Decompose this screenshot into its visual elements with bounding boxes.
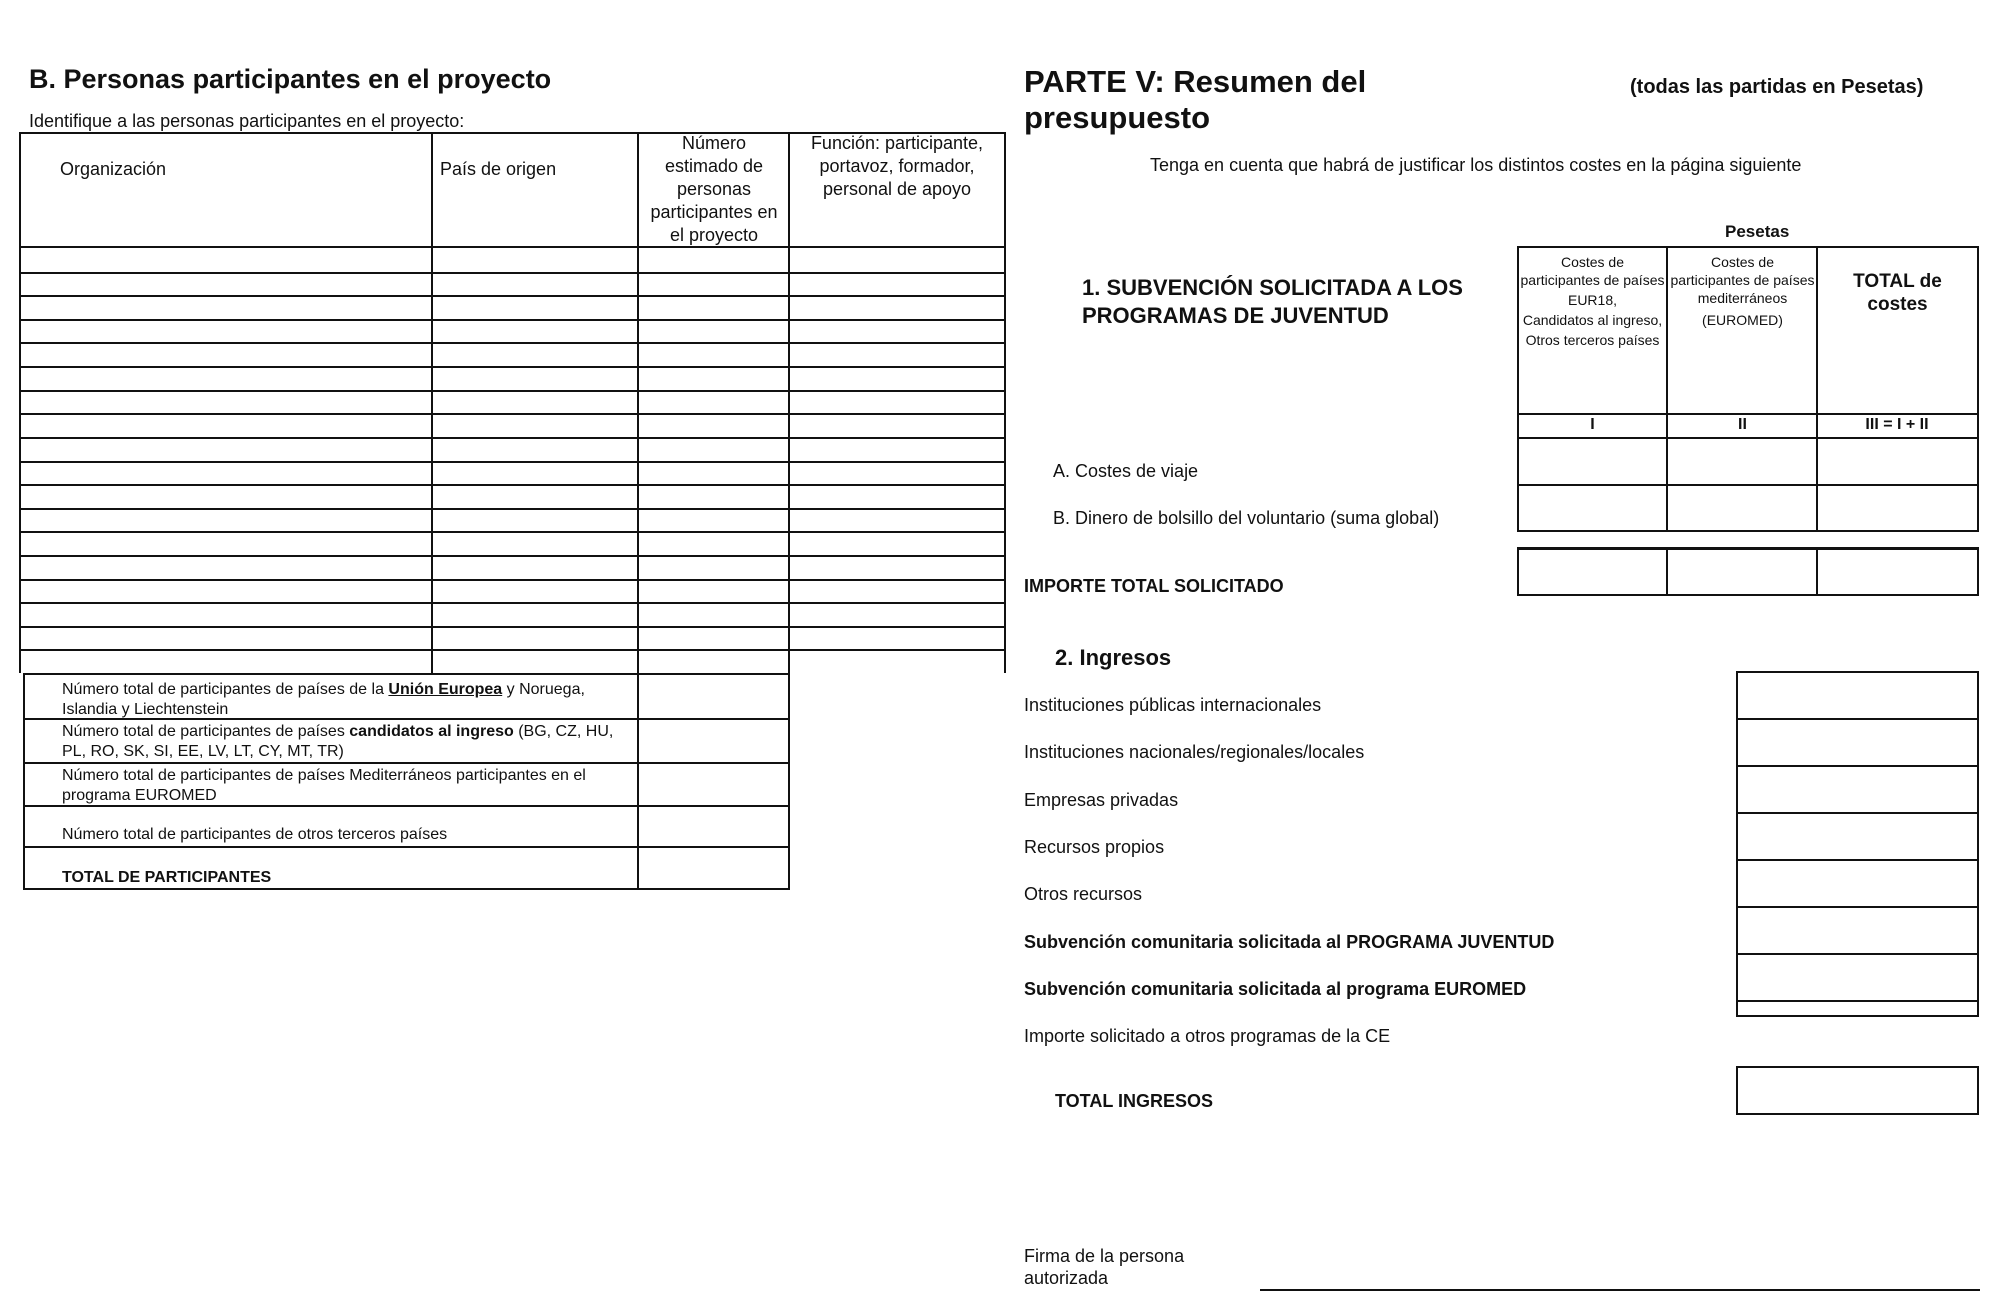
participant-row-11-funcion-input[interactable] (791, 486, 1003, 507)
participant-row-8-funcion-input[interactable] (791, 415, 1003, 436)
section2-title: 2. Ingresos (1055, 645, 1172, 670)
participant-row-2-numero-input[interactable] (640, 274, 787, 295)
col-funcion: Función: participante, portavoz, formador, personal de apoyo (810, 133, 984, 199)
signature-label: Firma de la persona autorizada (1024, 1246, 1185, 1288)
summary-candidates-input[interactable] (640, 720, 787, 761)
participant-row-13-funcion-input[interactable] (791, 533, 1003, 554)
participant-row-17-funcion-input[interactable] (791, 628, 1003, 649)
roman-i: I (1590, 416, 1595, 433)
participant-row-12-organizacion-input[interactable] (22, 510, 430, 531)
participant-row-8-numero-input[interactable] (640, 415, 787, 436)
participant-row-18-funcion-input[interactable] (791, 651, 1003, 672)
participant-row-15-organizacion-input[interactable] (22, 581, 430, 602)
row-b-col1-input[interactable] (1520, 487, 1665, 529)
signature-line[interactable] (1260, 1289, 1980, 1291)
participant-row-14-funcion-input[interactable] (791, 557, 1003, 578)
income-ce-input[interactable] (1739, 1003, 1976, 1014)
summary-med-label: Número total de participantes de países Mediterráneos participantes en el programa EUROMED (62, 767, 586, 804)
income-label-own: Recursos propios (1024, 837, 1165, 857)
participant-row-15-funcion-input[interactable] (791, 581, 1003, 602)
participant-row-8-pais-input[interactable] (434, 415, 636, 436)
participant-row-3-numero-input[interactable] (640, 297, 787, 318)
col-organizacion: Organización (60, 159, 167, 179)
col-eur18-header: Costes de participantes de países EUR18, Candidatos al ingreso, Otros terceros países (1520, 254, 1665, 348)
participant-row-12-numero-input[interactable] (640, 510, 787, 531)
participant-row-4-numero-input[interactable] (640, 321, 787, 342)
row-a-label: A. Costes de viaje (1053, 461, 1199, 481)
participant-row-5-numero-input[interactable] (640, 344, 787, 365)
participant-row-11-organizacion-input[interactable] (22, 486, 430, 507)
participant-row-13-numero-input[interactable] (640, 533, 787, 554)
income-label-intl: Instituciones públicas internacionales (1024, 695, 1322, 715)
participant-row-6-funcion-input[interactable] (791, 368, 1003, 389)
participant-row-4-pais-input[interactable] (434, 321, 636, 342)
participant-row-10-organizacion-input[interactable] (22, 463, 430, 484)
col-pais-origen: País de origen (440, 159, 557, 179)
participant-row-1-organizacion-input[interactable] (22, 250, 430, 271)
col-euromed-header: Costes de participantes de países mediterráneos (EUROMED) (1670, 254, 1815, 328)
participant-row-3-pais-input[interactable] (434, 297, 636, 318)
income-national-input[interactable] (1739, 721, 1976, 764)
justification-instruction: Tenga en cuenta que habrá de justificar los distintos costes en la página siguiente (1150, 155, 1802, 175)
total-income-input[interactable] (1739, 1069, 1976, 1112)
participant-row-1-pais-input[interactable] (434, 250, 636, 271)
participant-row-18-numero-input[interactable] (640, 651, 787, 672)
participant-row-2-organizacion-input[interactable] (22, 274, 430, 295)
income-intl-input[interactable] (1739, 674, 1976, 717)
income-other-input[interactable] (1739, 862, 1976, 905)
participant-row-9-numero-input[interactable] (640, 439, 787, 460)
income-own-input[interactable] (1739, 815, 1976, 858)
participant-row-9-organizacion-input[interactable] (22, 439, 430, 460)
participant-row-8-organizacion-input[interactable] (22, 415, 430, 436)
participant-row-3-organizacion-input[interactable] (22, 297, 430, 318)
participant-row-12-funcion-input[interactable] (791, 510, 1003, 531)
total-requested-total-input[interactable] (1819, 551, 1976, 593)
total-requested-col1-input[interactable] (1520, 551, 1665, 593)
summary-other-label: Número total de participantes de otros terceros países (62, 826, 448, 843)
participant-row-18-pais-input[interactable] (434, 651, 636, 672)
participant-row-2-pais-input[interactable] (434, 274, 636, 295)
participant-row-11-numero-input[interactable] (640, 486, 787, 507)
participant-row-16-numero-input[interactable] (640, 604, 787, 625)
row-a-col2-input[interactable] (1669, 440, 1815, 483)
participant-row-16-funcion-input[interactable] (791, 604, 1003, 625)
income-label-national: Instituciones nacionales/regionales/locales (1024, 742, 1365, 762)
currency-note: (todas las partidas en Pesetas) (1630, 76, 1924, 98)
participant-row-5-pais-input[interactable] (434, 344, 636, 365)
participant-row-9-funcion-input[interactable] (791, 439, 1003, 460)
participant-row-14-pais-input[interactable] (434, 557, 636, 578)
section-b-instruction: Identifique a las personas participantes en el proyecto: (29, 111, 465, 131)
participant-row-10-pais-input[interactable] (434, 463, 636, 484)
section-b-title: B. Personas participantes en el proyecto (29, 64, 552, 94)
total-requested-col2-input[interactable] (1669, 551, 1815, 593)
row-b-label: B. Dinero de bolsillo del voluntario (suma global) (1053, 508, 1440, 528)
participant-row-1-numero-input[interactable] (640, 250, 787, 271)
section1-title: 1. SUBVENCIÓN SOLICITADA A LOS PROGRAMAS DE JUVENTUD (1082, 275, 1463, 328)
roman-iii: III = I + II (1865, 416, 1929, 433)
participant-row-15-pais-input[interactable] (434, 581, 636, 602)
summary-med-input[interactable] (640, 764, 787, 804)
row-a-col1-input[interactable] (1520, 440, 1665, 483)
summary-total-label: TOTAL DE PARTICIPANTES (62, 869, 272, 886)
total-requested-label: IMPORTE TOTAL SOLICITADO (1024, 576, 1284, 596)
participant-row-17-numero-input[interactable] (640, 628, 787, 649)
participant-row-12-pais-input[interactable] (434, 510, 636, 531)
participant-row-2-funcion-input[interactable] (791, 274, 1003, 295)
participant-row-5-organizacion-input[interactable] (22, 344, 430, 365)
participant-row-16-pais-input[interactable] (434, 604, 636, 625)
participant-row-4-funcion-input[interactable] (791, 321, 1003, 342)
participant-row-5-funcion-input[interactable] (791, 344, 1003, 365)
participant-row-4-organizacion-input[interactable] (22, 321, 430, 342)
summary-eu-input[interactable] (640, 675, 787, 717)
col-total-header: TOTAL de costes (1853, 271, 1942, 315)
participant-row-1-funcion-input[interactable] (791, 250, 1003, 271)
row-b-col2-input[interactable] (1669, 487, 1815, 529)
participant-row-14-organizacion-input[interactable] (22, 557, 430, 578)
summary-other-input[interactable] (640, 807, 787, 845)
participant-row-16-organizacion-input[interactable] (22, 604, 430, 625)
roman-ii: II (1738, 416, 1747, 433)
participant-row-7-organizacion-input[interactable] (22, 392, 430, 413)
income-label-juventud: Subvención comunitaria solicitada al PROGRAMA JUVENTUD (1024, 932, 1555, 952)
participant-row-18-organizacion-input[interactable] (22, 651, 430, 672)
income-label-private: Empresas privadas (1024, 790, 1179, 810)
participant-row-7-pais-input[interactable] (434, 392, 636, 413)
income-private-input[interactable] (1739, 768, 1976, 811)
participant-row-13-organizacion-input[interactable] (22, 533, 430, 554)
parte-v-title: PARTE V: Resumen del presupuesto (1024, 64, 1367, 135)
income-label-ce: Importe solicitado a otros programas de la CE (1024, 1026, 1391, 1046)
participant-row-13-pais-input[interactable] (434, 533, 636, 554)
participant-row-6-pais-input[interactable] (434, 368, 636, 389)
participant-row-3-funcion-input[interactable] (791, 297, 1003, 318)
participant-row-15-numero-input[interactable] (640, 581, 787, 602)
summary-candidates-label: Número total de participantes de países candidatos al ingreso (BG, CZ, HU, PL, RO, SK, SI, EE, LV, LT, CY, MT, TR) (62, 723, 614, 760)
income-juventud-input[interactable] (1739, 909, 1976, 952)
participant-row-6-numero-input[interactable] (640, 368, 787, 389)
income-label-euromed: Subvención comunitaria solicitada al programa EUROMED (1024, 979, 1527, 999)
participant-row-17-organizacion-input[interactable] (22, 628, 430, 649)
income-label-other: Otros recursos (1024, 884, 1143, 904)
summary-eu-label: Número total de participantes de países de la Unión Europea y Noruega, Islandia y Liechtenstein (62, 681, 585, 718)
row-a-total-input[interactable] (1819, 440, 1976, 483)
pesetas-label: Pesetas (1725, 222, 1790, 241)
participant-row-7-funcion-input[interactable] (791, 392, 1003, 413)
participant-row-6-organizacion-input[interactable] (22, 368, 430, 389)
participant-row-7-numero-input[interactable] (640, 392, 787, 413)
total-income-label: TOTAL INGRESOS (1055, 1091, 1214, 1111)
row-b-total-input[interactable] (1819, 487, 1976, 529)
participant-row-10-numero-input[interactable] (640, 463, 787, 484)
participant-row-9-pais-input[interactable] (434, 439, 636, 460)
income-euromed-input[interactable] (1739, 956, 1976, 999)
summary-total-input[interactable] (640, 848, 787, 887)
participant-row-10-funcion-input[interactable] (791, 463, 1003, 484)
participant-row-14-numero-input[interactable] (640, 557, 787, 578)
participant-row-17-pais-input[interactable] (434, 628, 636, 649)
participant-row-11-pais-input[interactable] (434, 486, 636, 507)
col-numero-participantes: Número estimado de personas participantes en el proyecto (650, 133, 778, 245)
